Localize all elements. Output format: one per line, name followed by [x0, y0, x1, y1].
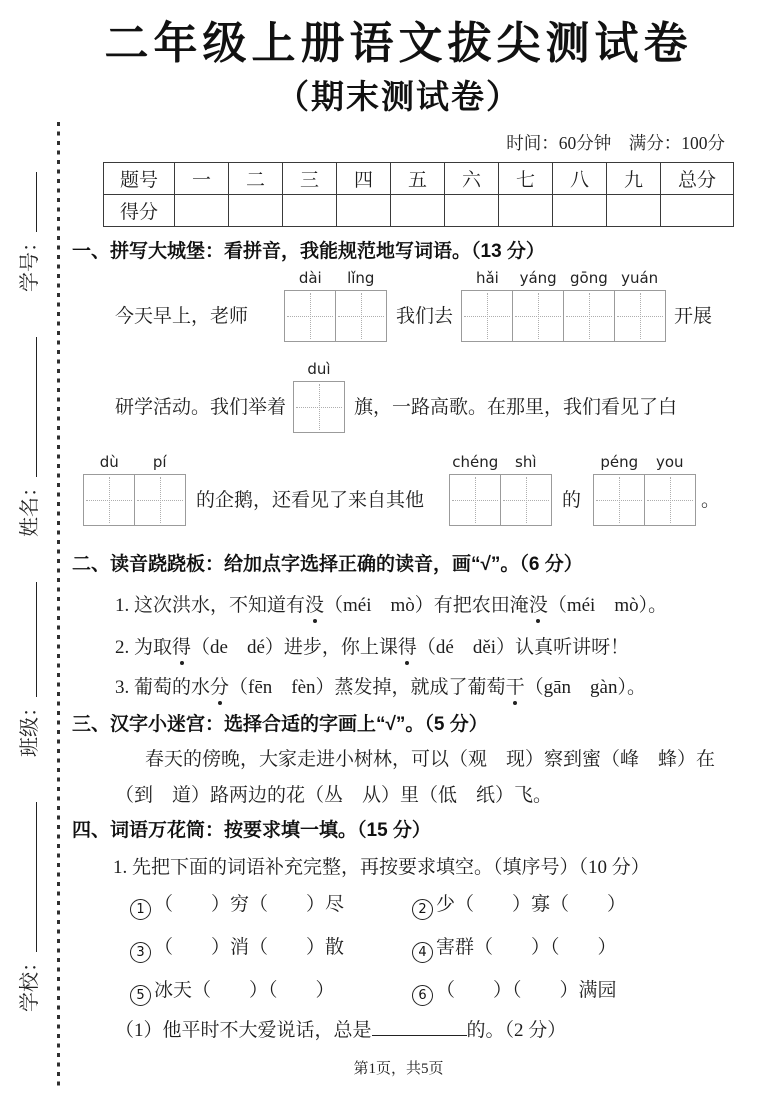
score-header-cell: 六	[445, 163, 499, 195]
word-fill-row	[130, 978, 725, 1006]
page-title: 二年级上册语文拔尖测试卷	[104, 19, 693, 68]
score-header-cell: 八	[553, 163, 607, 195]
section4-question-1	[115, 1018, 725, 1043]
text-segment: （méi mò）。	[547, 595, 668, 617]
tianzige-cell	[501, 475, 551, 525]
word-fill-row	[130, 892, 725, 920]
text-segment: 旗，一路高歌。在那里，我们看见了白	[354, 396, 678, 418]
word-fill-text: 害群（ ）（ ）	[436, 937, 617, 959]
word-fill-item	[412, 892, 626, 920]
tianzige-cell	[294, 382, 344, 432]
tianzige-box	[83, 453, 186, 526]
text-segment: 今天早上，老师	[115, 305, 249, 327]
pinyin-label: dài lǐng	[298, 269, 375, 288]
text-segment: （fēn fèn）蒸发掉，就成了葡萄	[229, 677, 506, 699]
text-segment: （méi mò）有把农田淹	[324, 595, 529, 617]
tianzige-cell	[336, 291, 386, 341]
word-fill-item	[130, 892, 412, 920]
section2-heading: 二、读音跷跷板：给加点字选择正确的读音，画“√”。（6 分）	[72, 554, 583, 576]
circled-number: 2	[412, 899, 433, 920]
score-header-cell: 五	[391, 163, 445, 195]
section1-heading: 一、拼写大城堡：看拼音，我能规范地写词语。（13 分）	[72, 241, 545, 263]
content-area	[72, 18, 725, 1078]
word-fill-text: （ ）消（ ）散	[154, 937, 345, 959]
class-blank-line	[36, 582, 37, 697]
score-table-header-row	[104, 163, 734, 195]
writing-line-1	[115, 269, 725, 341]
score-header-cell: 二	[229, 163, 283, 195]
page-number: 第1页，共5页	[353, 1061, 444, 1078]
text-segment: 开展	[674, 305, 713, 327]
word-fill-item	[412, 978, 617, 1006]
section3-line-1: 春天的傍晚，大家走进小树林，可以（观 现）察到蜜（峰 蜂）在	[145, 749, 716, 771]
tianzige-cell	[615, 291, 665, 341]
text-segment: （gān gàn）。	[524, 677, 646, 699]
tianzige-cell	[450, 475, 501, 525]
score-header-cell: 七	[499, 163, 553, 195]
score-header-cell: 九	[607, 163, 661, 195]
score-empty-cell	[499, 195, 553, 227]
dotted-char: 得	[172, 637, 192, 659]
tianzige-cell	[564, 291, 615, 341]
tianzige-cell	[594, 475, 645, 525]
section4-heading: 四、词语万花筒：按要求填一填。（15 分）	[72, 820, 431, 842]
score-empty-cell	[445, 195, 499, 227]
word-fill-text: 少（ ）寡（ ）	[436, 894, 627, 916]
circled-number: 5	[130, 985, 151, 1006]
score-empty-cell	[229, 195, 283, 227]
pinyin-label: dù pí	[99, 453, 167, 472]
circled-number: 4	[412, 942, 433, 963]
section3-line-2: （到 道）路两边的花（丛 从）里（低 纸）飞。	[115, 785, 553, 807]
text-segment: 的	[562, 489, 582, 511]
tianzige-cell	[513, 291, 564, 341]
word-fill-text: 冰天（ ）（ ）	[154, 980, 335, 1002]
word-fill-item	[130, 978, 412, 1006]
dotted-char: 没	[305, 595, 325, 617]
tianzige-box	[449, 453, 552, 526]
word-fill-row	[130, 935, 725, 963]
name-label: 姓名：	[18, 477, 41, 537]
dotted-char: 得	[397, 637, 417, 659]
section2-item-2	[115, 635, 725, 660]
text-segment: 3. 葡萄的水	[115, 677, 211, 699]
word-fill-item	[130, 935, 412, 963]
page-subtitle: （期末测试卷）	[276, 80, 521, 117]
tianzige-box	[593, 453, 696, 526]
tianzige-cell	[84, 475, 135, 525]
binding-dashed-line	[57, 122, 60, 1087]
score-empty-cell	[607, 195, 661, 227]
dotted-char: 干	[505, 677, 525, 699]
score-table-score-row	[104, 195, 734, 227]
student-id-blank-line	[36, 172, 37, 232]
name-blank-line	[36, 337, 37, 477]
score-header-cell: 总分	[661, 163, 734, 195]
score-header-cell: 四	[337, 163, 391, 195]
section4-subheading: 1. 先把下面的词语补充完整，再按要求填空。（填序号）（10 分）	[113, 857, 650, 879]
tianzige-box	[284, 269, 387, 342]
pinyin-label: duì	[307, 360, 331, 379]
dotted-char: 分	[210, 677, 230, 699]
circled-number: 1	[130, 899, 151, 920]
writing-line-3	[83, 453, 725, 525]
class-label: 班级：	[18, 697, 41, 757]
tianzige-cell	[645, 475, 695, 525]
word-fill-text: （ ）（ ）满园	[436, 980, 617, 1002]
circled-number: 3	[130, 942, 151, 963]
text-segment: 2. 为取	[115, 637, 173, 659]
answer-blank-line	[372, 1018, 467, 1036]
school-blank-line	[36, 802, 37, 952]
text-segment: 的企鹅，还看见了来自其他	[196, 489, 425, 511]
section3-heading: 三、汉字小迷宫：选择合适的字画上“√”。（5 分）	[72, 714, 488, 736]
score-empty-cell	[661, 195, 734, 227]
text-segment: （1）他平时不大爱说话，总是	[115, 1020, 372, 1042]
score-empty-cell	[283, 195, 337, 227]
score-header-cell: 一	[175, 163, 229, 195]
tianzige-box	[293, 360, 345, 433]
tianzige-cell	[285, 291, 336, 341]
score-header-cell: 三	[283, 163, 337, 195]
score-empty-cell	[337, 195, 391, 227]
tianzige-cell	[462, 291, 513, 341]
section2-item-1	[115, 593, 725, 618]
pinyin-label: hǎi yáng gōng yuán	[475, 269, 659, 288]
writing-line-2	[115, 360, 725, 432]
text-segment: 1. 这次洪水，不知道有	[115, 595, 306, 617]
tianzige-box	[461, 269, 666, 342]
pinyin-label: péng you	[600, 453, 684, 472]
section2-item-3	[115, 675, 725, 700]
text-segment: （dé děi）认真听讲呀！	[416, 637, 630, 659]
tianzige-cell	[135, 475, 185, 525]
text-segment: 我们去	[396, 305, 454, 327]
score-row-label: 得分	[104, 195, 175, 227]
dotted-char: 没	[528, 595, 548, 617]
score-table	[103, 162, 734, 227]
school-label: 学校：	[18, 952, 41, 1012]
text-segment: 。	[701, 489, 721, 511]
exam-meta: 时间：60分钟 满分：100分	[506, 133, 725, 154]
text-segment: 的。（2 分）	[466, 1020, 567, 1042]
text-segment: 研学活动。我们举着	[115, 396, 287, 418]
side-student-fields	[12, 152, 42, 1012]
score-header-cell: 题号	[104, 163, 175, 195]
score-empty-cell	[175, 195, 229, 227]
score-empty-cell	[391, 195, 445, 227]
word-fill-item	[412, 935, 617, 963]
pinyin-label: chéng shì	[452, 453, 537, 472]
score-empty-cell	[553, 195, 607, 227]
word-fill-text: （ ）穷（ ）尽	[154, 894, 345, 916]
text-segment: （de dé）进步，你上课	[191, 637, 398, 659]
student-id-label: 学号：	[18, 232, 41, 292]
circled-number: 6	[412, 985, 433, 1006]
